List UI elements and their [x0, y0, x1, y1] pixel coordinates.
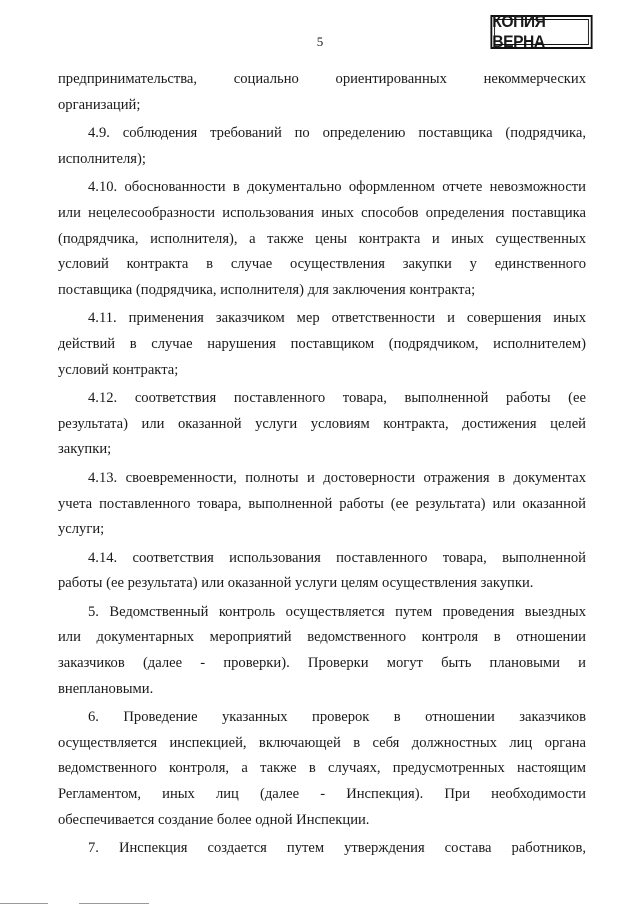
text-line: или документарных мероприятий ведомственного контроля в отношении: [58, 629, 586, 646]
text-line: учета поставленного товара, выполненной работы (ее результата) или оказанной: [58, 495, 586, 512]
clause-6: 6. Проведение указанных проверок в отношении заказчиков: [88, 709, 586, 726]
stamp-text: КОПИЯ ВЕРНА: [492, 12, 546, 51]
text-line: закупки;: [58, 441, 112, 458]
text-line: или нецелесообразности использования иных способов определения поставщика: [58, 204, 586, 221]
text-line: Регламентом, иных лиц (далее - Инспекция). При необходимости: [58, 786, 586, 803]
text-line: действий в случае нарушения поставщиком (подрядчиком, исполнителем): [58, 335, 586, 352]
clause-4-11: 4.11. применения заказчиком мер ответственности и совершения иных: [88, 310, 586, 327]
text-line: (подрядчика, исполнителя), а также цены контракта и иных существенных: [58, 230, 586, 247]
text-line: условий контракта;: [58, 361, 179, 378]
text-line: внеплановыми.: [58, 680, 154, 697]
clause-5: 5. Ведомственный контроль осуществляется путем проведения выездных: [88, 603, 586, 620]
clause-4-13: 4.13. своевременности, полноты и достоверности отражения в документах: [88, 469, 586, 486]
text-line: работы (ее результата) или оказанной услуги целям осуществления закупки.: [58, 575, 534, 592]
text-line: предпринимательства, социально ориентированных некоммерческих: [58, 71, 586, 87]
scan-edge-marks: [0, 895, 640, 905]
text-line: осуществляется инспекцией, включающей в себя должностных лиц органа: [58, 734, 586, 751]
text-line: исполнителя);: [58, 150, 146, 167]
scan-mark: [79, 903, 149, 904]
text-line: услуги;: [58, 521, 105, 538]
text-line: ведомственного контроля, а также в случаях, предусмотренных настоящим: [58, 760, 586, 777]
text-line: обеспечивается создание более одной Инспекции.: [58, 811, 370, 828]
certified-copy-stamp: [490, 12, 592, 51]
clause-7: 7. Инспекция создается путем утверждения состава работников,: [88, 840, 586, 857]
page-number: 5: [316, 34, 324, 49]
text-line: условий контракта в случае осуществления закупки у единственного: [58, 256, 586, 273]
clause-4-10: 4.10. обоснованности в документально оформленном отчете невозможности: [88, 179, 586, 196]
text-line: поставщика (подрядчика, исполнителя) для заключения контракта;: [58, 281, 476, 298]
clause-4-9: 4.9. соблюдения требований по определению поставщика (подрядчика,: [88, 125, 586, 142]
text-line: организаций;: [58, 96, 141, 113]
text-line: результата) или оказанной услуги условиям контракта, достижения целей: [58, 415, 586, 432]
document-body: [58, 67, 586, 862]
clause-4-14: 4.14. соответствия использования поставленного товара, выполненной: [88, 549, 586, 566]
text-line: заказчиков (далее - проверки). Проверки могут быть плановыми и: [58, 655, 586, 672]
scan-mark: [0, 903, 48, 904]
clause-4-12: 4.12. соответствия поставленного товара, выполненной работы (ее: [88, 390, 586, 407]
